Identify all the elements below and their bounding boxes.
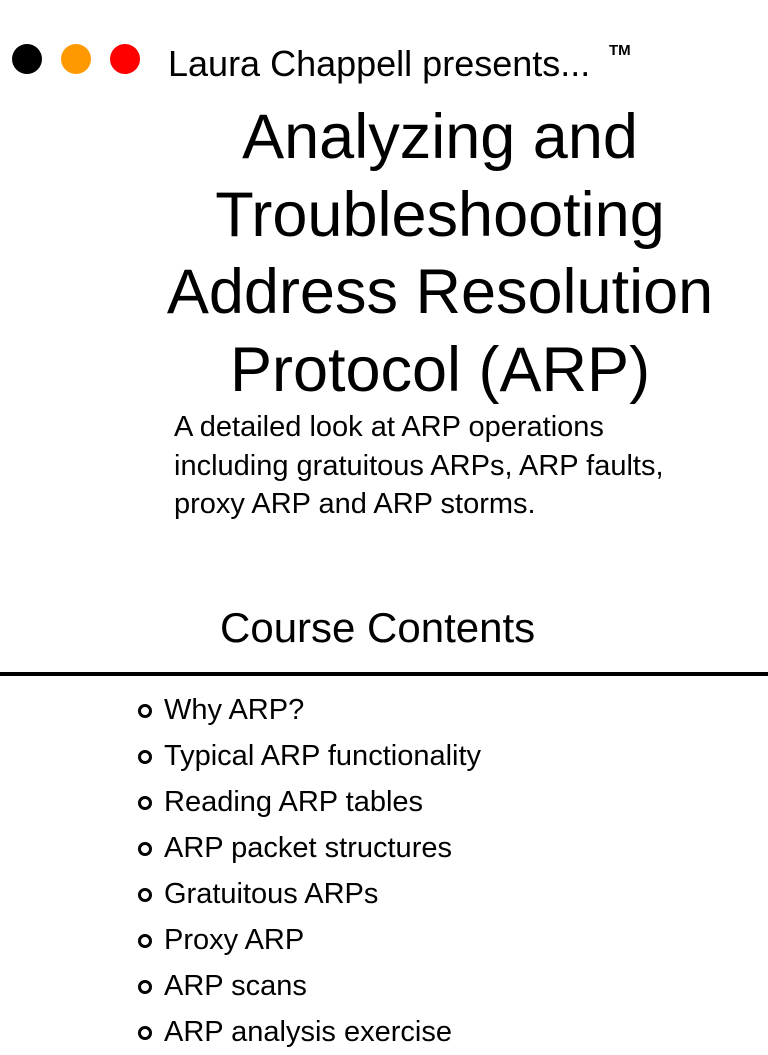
list-item [136, 779, 481, 825]
list-item-label: ARP scans [164, 970, 307, 1002]
bullet-icon [138, 1026, 152, 1040]
list-item [136, 733, 481, 779]
red-dot [110, 44, 140, 74]
horizontal-divider [0, 672, 768, 676]
list-item [136, 871, 481, 917]
list-item-label: Typical ARP functionality [164, 740, 482, 772]
bullet-icon [138, 750, 152, 764]
orange-dot [61, 44, 91, 74]
list-item [136, 963, 481, 1009]
list-item-label: Gratuitous ARPs [164, 878, 379, 910]
list-item-label: Reading ARP tables [164, 786, 424, 818]
black-dot [12, 44, 42, 74]
bullet-icon [138, 842, 152, 856]
bullet-icon [138, 704, 152, 718]
bullet-icon [138, 934, 152, 948]
list-item-label: ARP analysis exercise [164, 1016, 452, 1048]
document-title: Analyzing and Troubleshooting Address Resolution Protocol (ARP) [166, 102, 714, 405]
bullet-icon [138, 888, 152, 902]
course-contents-heading: Course Contents [220, 604, 536, 651]
trademark-mark: TM [609, 42, 631, 59]
list-item [136, 1009, 481, 1055]
list-item-label: Why ARP? [164, 694, 305, 726]
presenter-line: Laura Chappell presents... [168, 43, 591, 84]
list-item [136, 917, 481, 963]
list-item [136, 687, 481, 733]
bullet-icon [138, 796, 152, 810]
list-item-label: Proxy ARP [164, 924, 305, 956]
document-subtitle: A detailed look at ARP operations including gratuitous ARPs, ARP faults, proxy ARP and ARP storms. [174, 411, 664, 520]
bullet-icon [138, 980, 152, 994]
course-contents-list [136, 687, 481, 1055]
list-item [136, 825, 481, 871]
list-item-label: ARP packet structures [164, 832, 452, 864]
